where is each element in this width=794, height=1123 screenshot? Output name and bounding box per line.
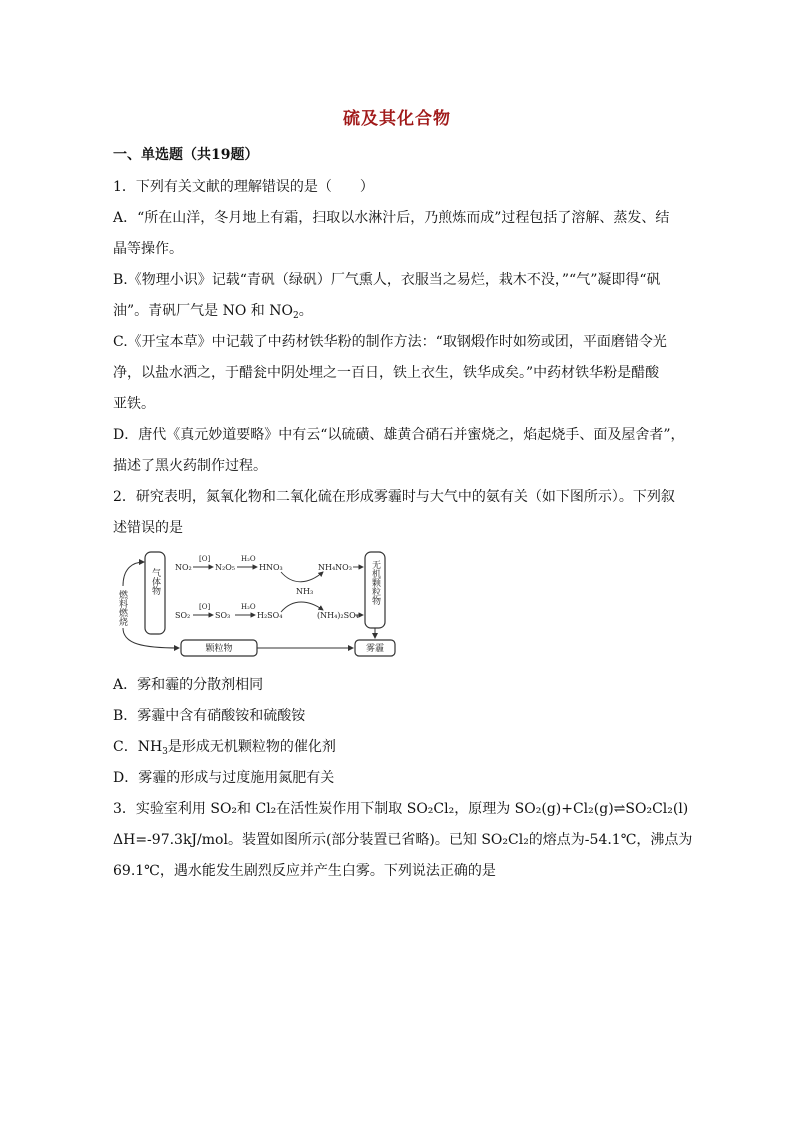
q3-stem-line2: ΔH=-97.3kJ/mol。装置如图所示(部分装置已省略)。已知 SO₂Cl₂的熔点为-54.1℃，沸点为 — [113, 832, 693, 848]
oxidation-label-2: [O] — [199, 603, 211, 611]
haze-formation-diagram — [113, 548, 403, 660]
q3-stem-line3: 69.1℃，遇水能发生剧烈反应并产生白雾。下列说法正确的是 — [113, 863, 496, 879]
q1-option-d-line1: D．唐代《真元妙道要略》中有云“以硫磺、雄黄合硝石并蜜烧之，焰起烧手、面及屋舍者”， — [113, 427, 685, 443]
q2-option-a: A．雾和霾的分散剂相同 — [113, 677, 264, 693]
q2-option-c: C．$NH_3$是形成无机颗粒物的催化剂 — [113, 739, 336, 757]
q1-option-a-line1: A．“所在山洋，冬月地上有霜，扫取以水淋汁后，乃煎炼而成”过程包括了溶解、蒸发、结 — [113, 210, 670, 226]
inorganic-particles-label: 无机颗粒物 — [370, 560, 380, 605]
page-title: 硫及其化合物 — [343, 109, 451, 129]
water-label-1: H₂O — [241, 555, 256, 563]
q1-option-a-line2: 晶等操作。 — [113, 241, 183, 257]
section-heading: 一、单选题（共19题） — [113, 147, 259, 163]
n2o5-label: N₂O₅ — [215, 563, 235, 572]
ammonia-label: NH₃ — [296, 587, 314, 596]
nh4no3-label: NH₄NO₃ — [318, 563, 352, 572]
no2-label: NO₂ — [175, 563, 192, 572]
q3-stem-line1: 3．实验室利用 SO₂和 Cl₂在活性炭作用下制取 SO₂Cl₂，原理为 SO₂(g)+Cl₂(g)⇌SO₂Cl₂(l) — [113, 801, 689, 817]
ammonium-sulfate-label: (NH₄)₂SO₄ — [317, 611, 359, 620]
q1-option-c-line2: 净，以盐水洒之，于醋瓮中阴处埋之一百日，铁上衣生，铁华成矣。”中药材铁华粉是醋酸 — [113, 365, 660, 381]
haze-label: 雾霾 — [365, 644, 385, 654]
fuel-to-gas-arrow — [123, 562, 144, 586]
water-label-2: H₂O — [241, 603, 256, 611]
oxidation-label-1: [O] — [199, 555, 211, 563]
hno3-to-nh4no3-curve — [281, 572, 323, 582]
fuel-to-particles-arrow — [123, 628, 179, 648]
so3-label: SO₃ — [215, 611, 231, 620]
q2-stem-line1: 2．研究表明，氮氧化物和二氧化硫在形成雾霾时与大气中的氨有关（如下图所示）。下列叙 — [113, 489, 675, 505]
q1-option-c-line1: C.《开宝本草》中记载了中药材铁华粉的制作方法：“取钢煅作时如笏或团，平面磨错令光 — [113, 334, 667, 350]
hno3-label: HNO₃ — [259, 563, 283, 572]
q1-option-c-line3: 亚铁。 — [113, 396, 155, 412]
fuel-combustion-label: 燃料燃烧 — [117, 590, 127, 626]
q2-stem-line2: 述错误的是 — [113, 520, 183, 536]
q1-option-b-line2: 油”。青矾厂气是 NO 和 $NO_2$。 — [113, 303, 313, 321]
q1-option-b-line1: B.《物理小识》记载“青矾（绿矾）厂气熏人，衣服当之易烂，栽木不没，”“气”凝即得“矾 — [113, 272, 661, 288]
q2-option-b: B．雾霾中含有硝酸铵和硫酸铵 — [113, 708, 306, 724]
q1-stem: 1．下列有关文献的理解错误的是（ ） — [113, 179, 374, 195]
h2so4-label: H₂SO₄ — [257, 611, 283, 620]
q1-option-d-line2: 描述了黑火药制作过程。 — [113, 458, 267, 474]
gas-label: 气体物 — [150, 568, 160, 595]
particles-label: 颗粒物 — [205, 644, 233, 654]
q2-option-d: D．雾霾的形成与过度施用氮肥有关 — [113, 770, 335, 786]
so2-label: SO₂ — [175, 611, 191, 620]
